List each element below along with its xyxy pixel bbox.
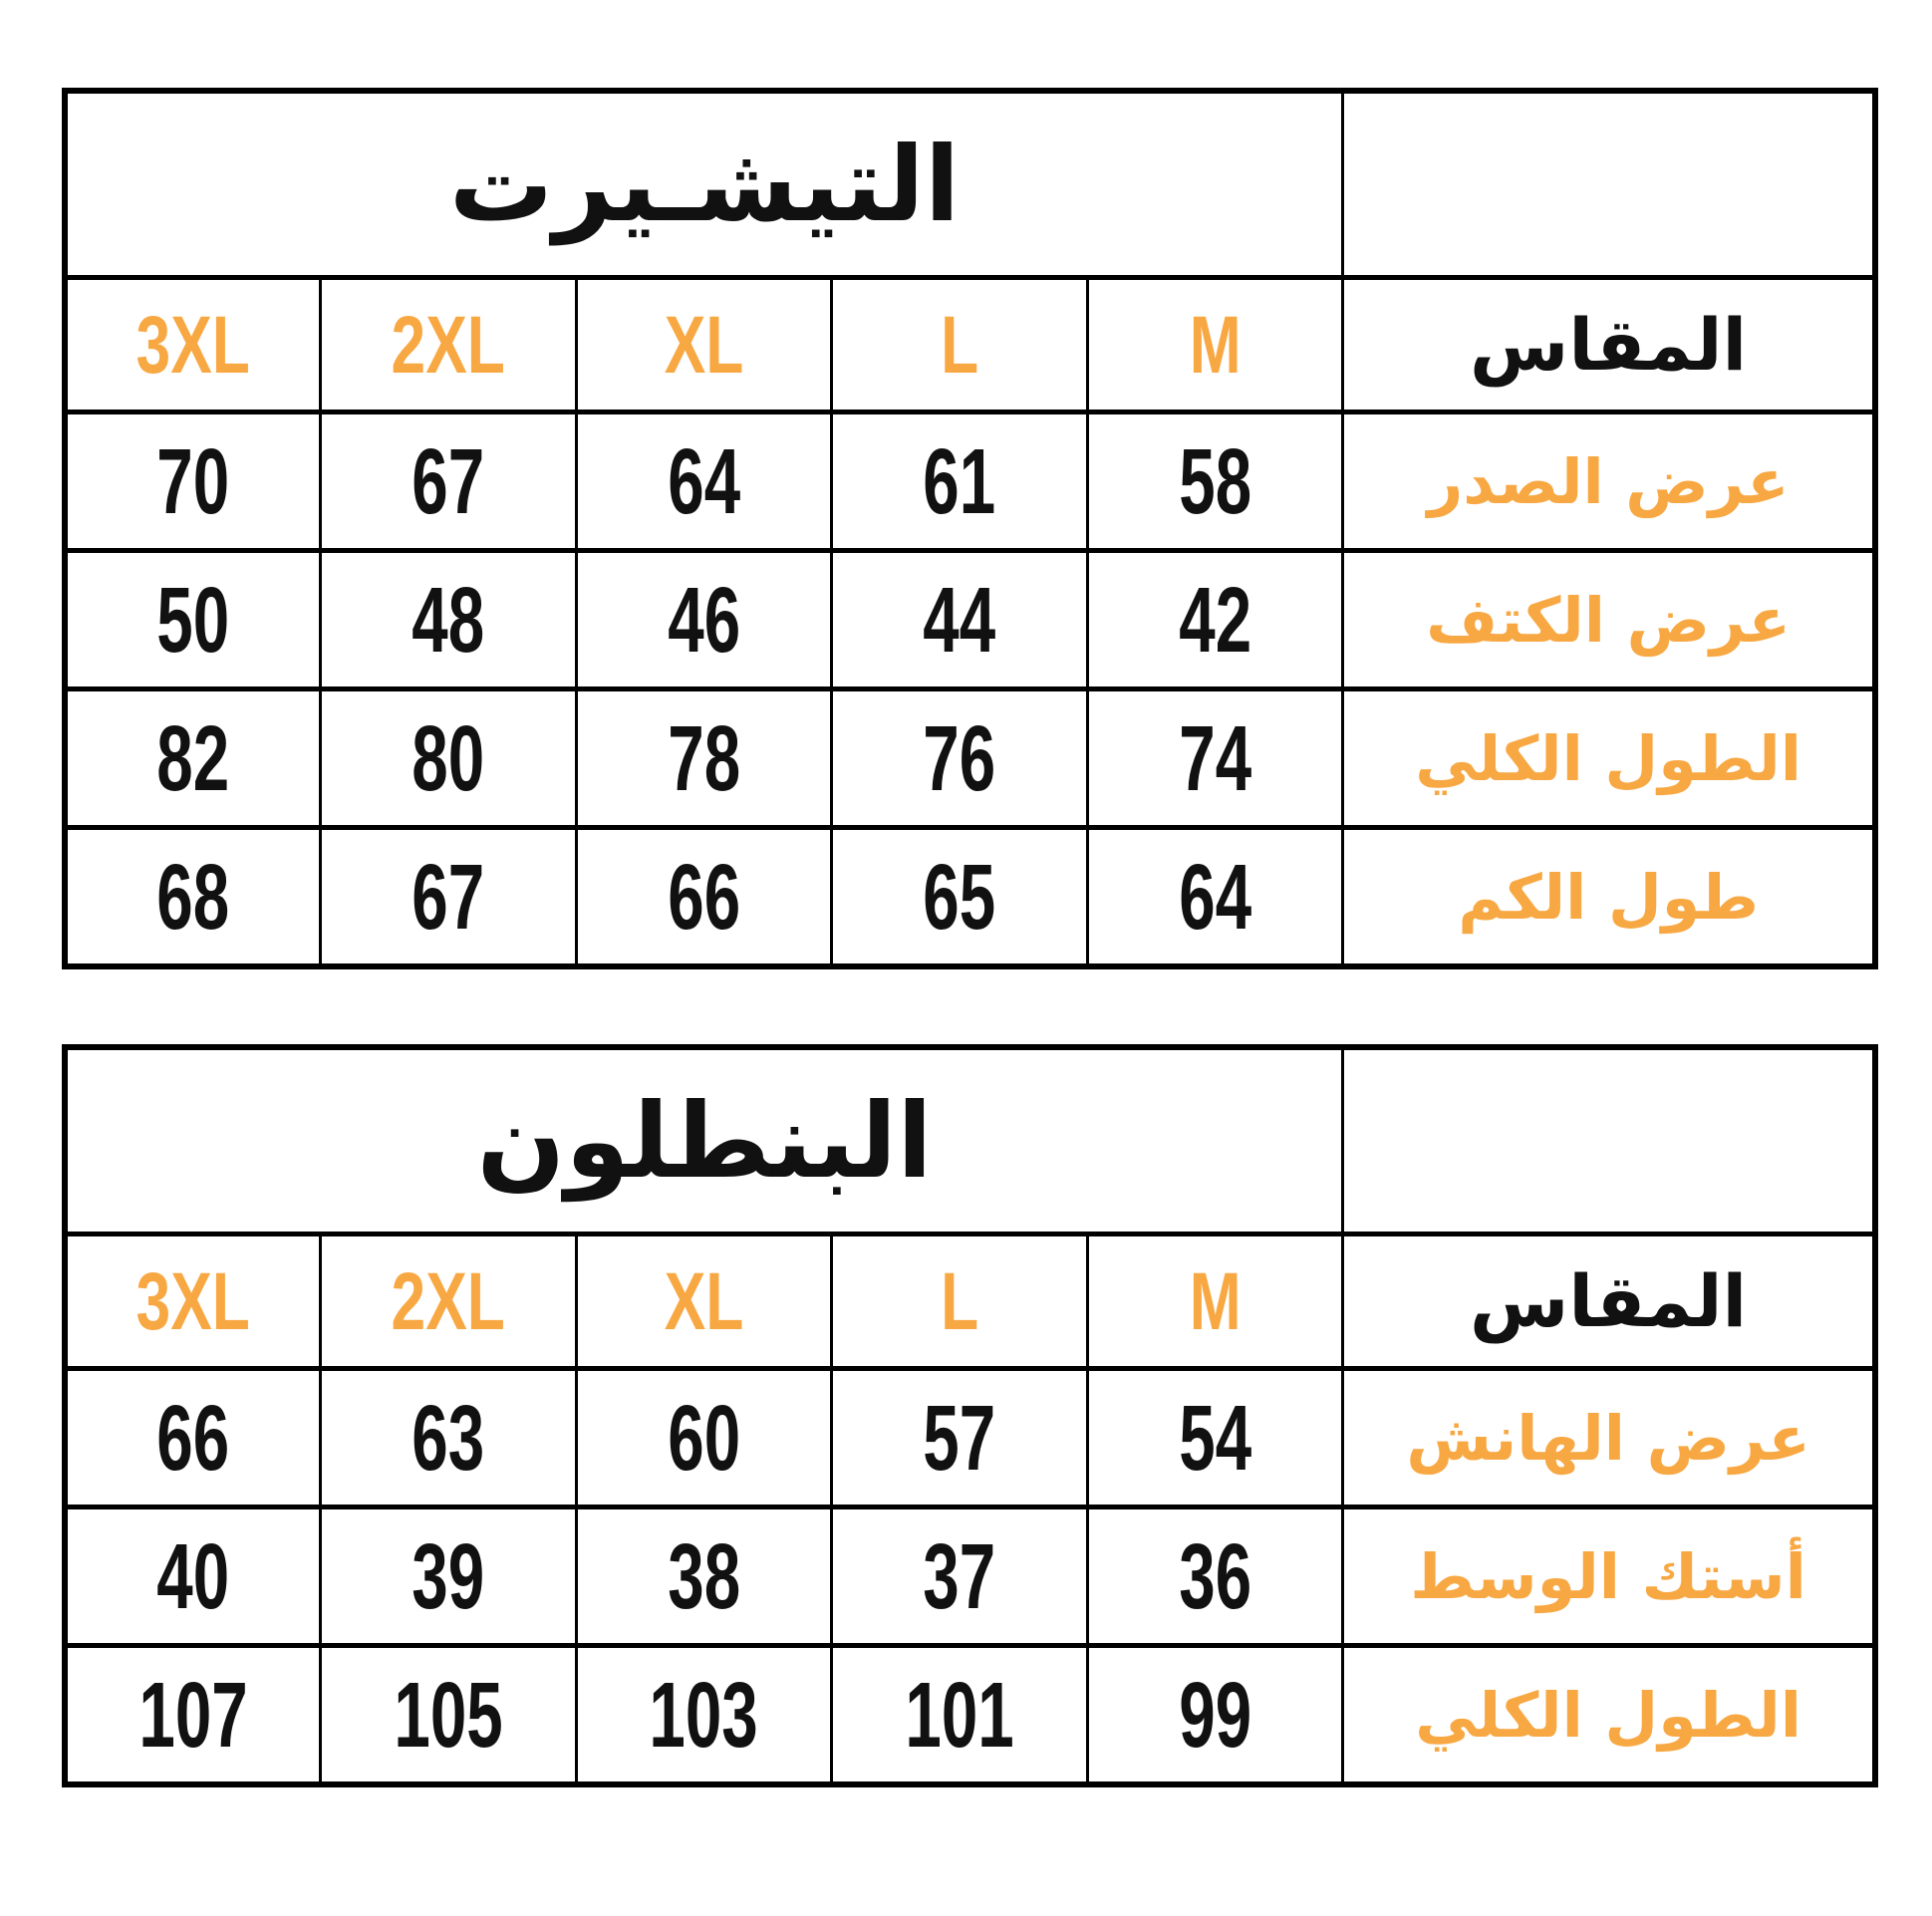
tshirt-row-total-length <box>65 689 1875 828</box>
value-cell <box>321 828 577 967</box>
measurement-value: 36 <box>1179 1523 1251 1628</box>
measurement-value: 101 <box>905 1662 1014 1767</box>
value-cell <box>65 828 321 967</box>
size-label: 2XL <box>391 1255 505 1347</box>
measurement-value: 42 <box>1179 567 1251 672</box>
value-cell <box>832 1369 1088 1507</box>
size-chart-sheet <box>62 88 1878 1787</box>
tshirt-size-header-l <box>832 278 1088 412</box>
measurement-value: 57 <box>923 1385 996 1490</box>
measurement-value: 67 <box>412 428 485 533</box>
measure-name-total-length: الطول الكلي <box>1343 1646 1875 1785</box>
measurement-value: 99 <box>1179 1662 1251 1767</box>
value-cell <box>321 412 577 551</box>
measurement-value: 58 <box>1179 428 1251 533</box>
measurement-value: 74 <box>1179 705 1251 810</box>
value-cell <box>1087 828 1343 967</box>
pants-table-title: البنطلون <box>65 1047 1343 1234</box>
value-cell <box>1087 551 1343 689</box>
tshirt-title-corner-cell <box>1343 91 1875 278</box>
value-cell <box>576 551 832 689</box>
measurement-value: 40 <box>156 1523 230 1628</box>
pants-header-row <box>65 1234 1875 1369</box>
value-cell <box>576 1507 832 1646</box>
value-cell <box>576 689 832 828</box>
tshirt-table-title: التيشـيرت <box>65 91 1343 278</box>
measurement-value: 39 <box>412 1523 485 1628</box>
measurement-value: 65 <box>923 844 996 949</box>
measurement-value: 48 <box>412 567 485 672</box>
measurement-value: 82 <box>156 705 230 810</box>
value-cell <box>832 412 1088 551</box>
measurement-value: 44 <box>923 567 996 672</box>
measurement-value: 105 <box>394 1662 503 1767</box>
value-cell <box>1087 1646 1343 1785</box>
measurement-value: 50 <box>156 567 230 672</box>
pants-measure-header: المقاس <box>1343 1234 1875 1369</box>
tshirt-header-row <box>65 278 1875 412</box>
measurement-value: 66 <box>156 1385 230 1490</box>
measurement-value: 107 <box>138 1662 248 1767</box>
value-cell <box>1087 1369 1343 1507</box>
measurement-value: 64 <box>667 428 740 533</box>
pants-size-table <box>62 1044 1878 1787</box>
pants-title-corner-cell <box>1343 1047 1875 1234</box>
value-cell <box>65 1646 321 1785</box>
tshirt-row-chest-width <box>65 412 1875 551</box>
size-label: 3XL <box>136 1255 251 1347</box>
measure-name-shoulder-width: عرض الكتف <box>1343 551 1875 689</box>
value-cell <box>65 412 321 551</box>
measurement-value: 70 <box>156 428 230 533</box>
size-label: XL <box>664 299 744 391</box>
tshirt-size-header-xl <box>576 278 832 412</box>
measurement-value: 60 <box>667 1385 740 1490</box>
value-cell <box>832 828 1088 967</box>
pants-row-total-length <box>65 1646 1875 1785</box>
pants-size-header-xl <box>576 1234 832 1369</box>
value-cell <box>832 1507 1088 1646</box>
measure-name-chest-width: عرض الصدر <box>1343 412 1875 551</box>
measure-name-hip-width: عرض الهانش <box>1343 1369 1875 1507</box>
tshirt-size-header-m <box>1087 278 1343 412</box>
size-label: L <box>940 1255 978 1347</box>
value-cell <box>576 1646 832 1785</box>
value-cell <box>1087 1507 1343 1646</box>
value-cell <box>321 551 577 689</box>
measurement-value: 80 <box>412 705 485 810</box>
value-cell <box>1087 689 1343 828</box>
value-cell <box>65 551 321 689</box>
size-label: M <box>1189 1255 1242 1347</box>
tshirt-measure-header: المقاس <box>1343 278 1875 412</box>
measurement-value: 38 <box>667 1523 740 1628</box>
pants-size-header-2xl <box>321 1234 577 1369</box>
value-cell <box>321 1507 577 1646</box>
value-cell <box>576 828 832 967</box>
measurement-value: 103 <box>649 1662 759 1767</box>
measurement-value: 46 <box>667 567 740 672</box>
measure-name-total-length: الطول الكلي <box>1343 689 1875 828</box>
tshirt-row-shoulder-width <box>65 551 1875 689</box>
value-cell <box>576 1369 832 1507</box>
size-label: 2XL <box>391 299 505 391</box>
size-label: L <box>940 299 978 391</box>
value-cell <box>832 1646 1088 1785</box>
tshirt-size-table <box>62 88 1878 969</box>
measurement-value: 78 <box>667 705 740 810</box>
tshirt-size-header-2xl <box>321 278 577 412</box>
value-cell <box>321 1646 577 1785</box>
measurement-value: 61 <box>923 428 996 533</box>
value-cell <box>832 689 1088 828</box>
measurement-value: 64 <box>1179 844 1251 949</box>
pants-size-header-m <box>1087 1234 1343 1369</box>
value-cell <box>321 689 577 828</box>
value-cell <box>65 689 321 828</box>
pants-row-hip-width <box>65 1369 1875 1507</box>
tshirt-row-sleeve-length <box>65 828 1875 967</box>
measurement-value: 76 <box>923 705 996 810</box>
value-cell <box>65 1369 321 1507</box>
size-label: XL <box>664 1255 744 1347</box>
measurement-value: 63 <box>412 1385 485 1490</box>
pants-size-header-l <box>832 1234 1088 1369</box>
value-cell <box>1087 412 1343 551</box>
measurement-value: 67 <box>412 844 485 949</box>
pants-row-waist-elastic <box>65 1507 1875 1646</box>
size-label: 3XL <box>136 299 251 391</box>
value-cell <box>65 1507 321 1646</box>
value-cell <box>832 551 1088 689</box>
value-cell <box>321 1369 577 1507</box>
tshirt-size-header-3xl <box>65 278 321 412</box>
measurement-value: 37 <box>923 1523 996 1628</box>
measure-name-waist-elastic: أستك الوسط <box>1343 1507 1875 1646</box>
measurement-value: 68 <box>156 844 230 949</box>
size-label: M <box>1189 299 1242 391</box>
value-cell <box>576 412 832 551</box>
measurement-value: 54 <box>1179 1385 1251 1490</box>
measurement-value: 66 <box>667 844 740 949</box>
measure-name-sleeve-length: طول الكم <box>1343 828 1875 967</box>
pants-size-header-3xl <box>65 1234 321 1369</box>
